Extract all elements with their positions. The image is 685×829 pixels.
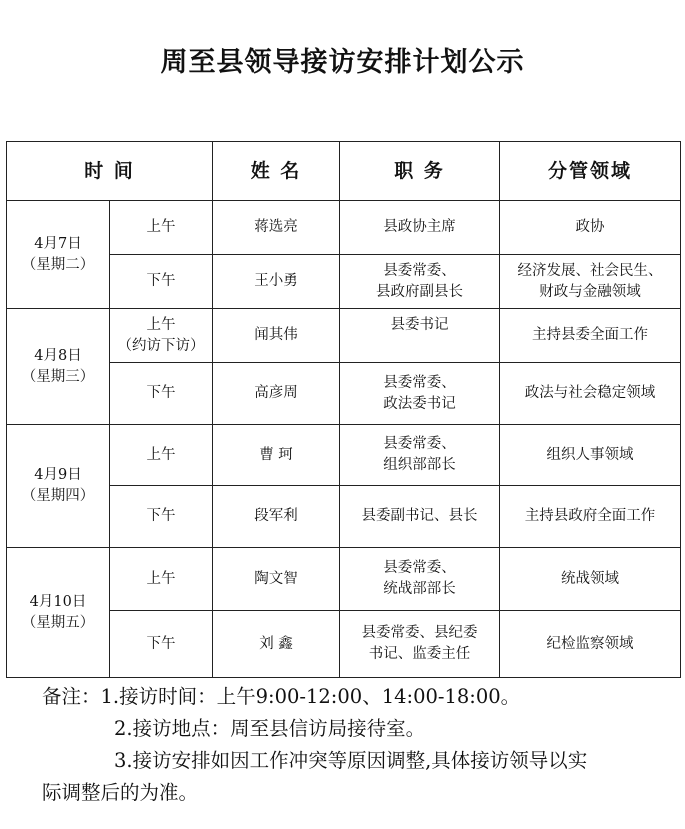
name-cell: 闻其伟 <box>213 309 340 363</box>
domain-line: 统战领域 <box>561 570 619 587</box>
domain-cell <box>500 201 681 255</box>
date-cell <box>7 425 110 548</box>
position-line: 政法委书记 <box>383 395 456 412</box>
period-cell: 下午 <box>110 611 213 678</box>
notes-section <box>0 681 685 809</box>
name-cell: 蒋选亮 <box>213 201 340 255</box>
position-cell <box>340 309 500 363</box>
domain-cell <box>500 309 681 363</box>
weekday-text: （星期二） <box>21 256 95 273</box>
position-line: 书记、监委主任 <box>368 646 471 662</box>
table-row <box>7 548 681 611</box>
schedule-table <box>6 141 681 678</box>
note-item-1 <box>0 681 685 713</box>
date-text: 4月10日 <box>29 593 87 610</box>
weekday-text: （星期三） <box>21 368 95 385</box>
period-note: （约访下访） <box>117 337 205 354</box>
period-cell <box>110 309 213 363</box>
domain-line: 纪检监察领域 <box>546 635 634 652</box>
date-cell <box>7 309 110 425</box>
domain-cell <box>500 255 681 309</box>
note-item-3: 3.接访安排如因工作冲突等原因调整,具体接访领导以实 <box>114 749 588 772</box>
header-name: 姓 名 <box>213 142 340 201</box>
position-line: 县委常委、 <box>383 560 456 576</box>
position-line: 县政协主席 <box>383 219 456 235</box>
period-cell: 下午 <box>110 255 213 309</box>
position-cell <box>340 255 500 309</box>
domain-line: 财政与金融领域 <box>539 283 641 300</box>
date-cell <box>7 548 110 678</box>
position-line: 县委常委、 <box>383 262 456 279</box>
domain-cell <box>500 486 681 548</box>
position-line: 组织部部长 <box>383 457 456 473</box>
note-item-2: 2.接访地点：周至县信访局接待室。 <box>114 717 426 740</box>
domain-cell <box>500 425 681 486</box>
notes-label: 备注： <box>42 685 101 708</box>
period-cell: 上午 <box>110 201 213 255</box>
note-item-3-continued: 际调整后的为准。 <box>42 781 199 804</box>
header-position: 职 务 <box>340 142 500 201</box>
position-cell <box>340 425 500 486</box>
position-line: 县委常委、 <box>383 436 456 452</box>
position-line: 县委副书记、县长 <box>361 508 478 524</box>
position-cell <box>340 363 500 425</box>
period-cell: 下午 <box>110 486 213 548</box>
name-cell: 段军利 <box>213 486 340 548</box>
position-cell <box>340 486 500 548</box>
document-title: 周至县领导接访安排计划公示 <box>160 47 525 78</box>
position-line: 县委常委、县纪委 <box>361 625 478 641</box>
position-line: 县委书记 <box>390 317 449 333</box>
note-text: 1.接访时间：上午9:00-12:00、14:00-18:00。 <box>100 685 521 708</box>
domain-line: 主持县政府全面工作 <box>524 508 656 524</box>
domain-cell <box>500 363 681 425</box>
name-cell: 高彦周 <box>213 363 340 425</box>
name-cell: 曹 珂 <box>213 425 340 486</box>
weekday-text: （星期五） <box>21 614 95 631</box>
name-cell: 陶文智 <box>213 548 340 611</box>
header-domain: 分管领域 <box>500 142 681 201</box>
domain-line: 政协 <box>575 219 605 235</box>
table-header-row <box>7 142 681 201</box>
table-row <box>7 425 681 486</box>
position-cell <box>340 201 500 255</box>
table-row <box>7 309 681 363</box>
domain-line: 主持县委全面工作 <box>532 327 648 343</box>
position-line: 统战部部长 <box>383 581 456 597</box>
domain-cell <box>500 611 681 678</box>
weekday-text: （星期四） <box>21 488 95 504</box>
table-row <box>7 201 681 255</box>
domain-cell <box>500 548 681 611</box>
date-cell <box>7 201 110 309</box>
position-cell <box>340 548 500 611</box>
domain-line: 组织人事领域 <box>546 446 634 463</box>
domain-line: 政法与社会稳定领域 <box>524 385 656 401</box>
date-text: 4月8日 <box>34 347 82 364</box>
period-cell: 下午 <box>110 363 213 425</box>
domain-line: 经济发展、社会民生、 <box>517 262 663 279</box>
name-cell: 王小勇 <box>213 255 340 309</box>
position-cell <box>340 611 500 678</box>
header-time: 时 间 <box>7 142 213 201</box>
name-cell: 刘 鑫 <box>213 611 340 678</box>
date-text: 4月7日 <box>34 235 82 252</box>
period-cell: 上午 <box>110 548 213 611</box>
date-text: 4月9日 <box>34 467 82 483</box>
period-cell: 上午 <box>110 425 213 486</box>
position-line: 县政府副县长 <box>376 283 463 300</box>
position-line: 县委常委、 <box>383 374 456 391</box>
period-text: 上午 <box>146 316 176 333</box>
